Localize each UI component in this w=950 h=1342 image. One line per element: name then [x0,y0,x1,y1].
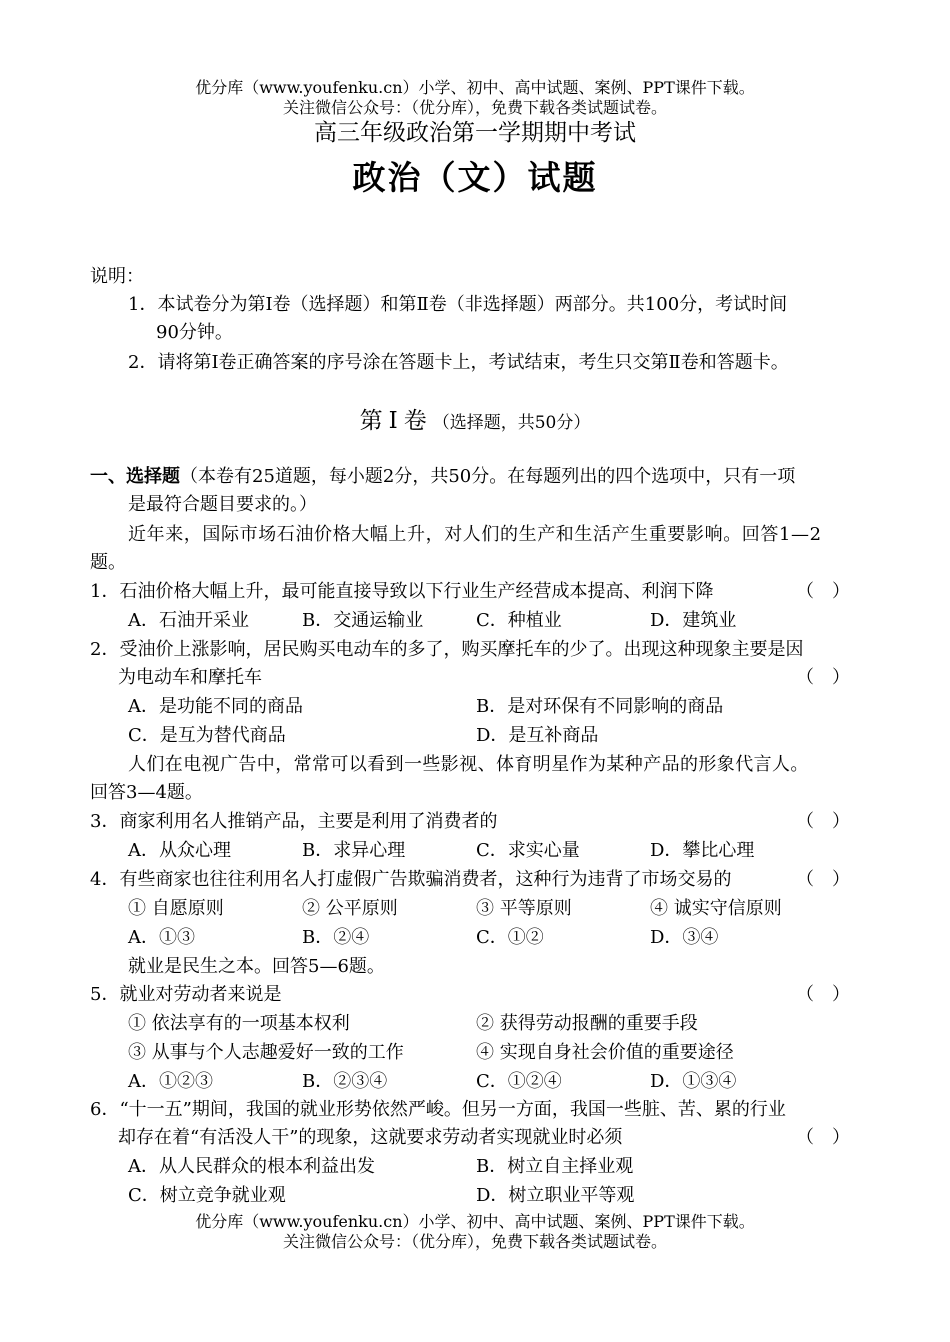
context-3: 就业是民生之本。回答5—6题。 [128,956,385,977]
footer-line-2: 关注微信公众号：（优分库），免费下载各类试题试卷。 [282,1232,667,1251]
q2-option-d: D．是互补商品 [476,725,599,746]
q3-option-b: B．求异心理 [302,840,406,861]
part-one-intro [90,464,795,490]
q3-option-a: A．从众心理 [128,840,231,861]
q1-option-a: A．石油开采业 [128,610,249,631]
header-line-1: 优分库（www.youfenku.cn）小学、初中、高中试题、案例、PPT课件下载。 [195,78,755,97]
q6-option-c: C．树立竞争就业观 [128,1185,286,1206]
q6-option-b: B．树立自主择业观 [476,1156,634,1177]
question-5-stem: 5．就业对劳动者来说是 [90,984,282,1005]
section-note: （选择题，共50分） [432,413,591,433]
question-1-answer-blank: （ ） [796,581,850,602]
q5-option-d: D．①③④ [650,1071,737,1092]
q1-option-d: D．建筑业 [650,610,737,631]
context-1-cont: 题。 [90,552,126,573]
exam-title: 高三年级政治第一学期期中考试 [314,120,636,146]
q4-option-b: B．②④ [302,927,370,948]
q5-option-b: B．②③④ [302,1071,388,1092]
question-2-stem: 2．受油价上涨影响，居民购买电动车的多了，购买摩托车的少了。出现这种现象主要是因 [90,639,804,660]
question-3-stem: 3．商家利用名人推销产品，主要是利用了消费者的 [90,811,498,832]
part-one-desc: （本卷有25道题，每小题2分，共50分。在每题列出的四个选项中，只有一项 [180,466,796,487]
q5-item-1: ① 依法享有的一项基本权利 [128,1013,350,1034]
context-1: 近年来，国际市场石油价格大幅上升，对人们的生产和生活产生重要影响。回答1—2 [128,524,822,545]
header-line-2: 关注微信公众号：（优分库），免费下载各类试题试卷。 [282,98,667,117]
q3-option-d: D．攀比心理 [650,840,755,861]
q5-item-2: ② 获得劳动报酬的重要手段 [476,1013,698,1034]
q3-option-c: C．求实心量 [476,840,580,861]
question-6-stem-cont: 却存在着“有活没人干”的现象，这就要求劳动者实现就业时必须 [118,1127,623,1148]
section-header [0,406,950,438]
q5-option-c: C．①②④ [476,1071,562,1092]
context-2-cont: 回答3—4题。 [90,782,203,803]
q5-option-a: A．①②③ [128,1071,213,1092]
question-4-stem: 4．有些商家也往往利用名人打虚假广告欺骗消费者，这种行为违背了市场交易的 [90,869,732,890]
q4-item-2: ② 公平原则 [302,898,398,919]
q5-item-4: ④ 实现自身社会价值的重要途径 [476,1042,734,1063]
question-6-answer-blank: （ ） [796,1127,850,1148]
part-one-label: 一、选择题 [90,466,180,487]
q6-option-d: D．树立职业平等观 [476,1185,635,1206]
q2-option-a: A．是功能不同的商品 [128,696,303,717]
question-1-stem: 1．石油价格大幅上升，最可能直接导致以下行业生产经营成本提高、利润下降 [90,581,714,602]
q4-option-d: D．③④ [650,927,719,948]
instruction-1-cont: 90分钟。 [156,322,233,343]
q2-option-b: B．是对环保有不同影响的商品 [476,696,724,717]
part-one-desc-cont: 是最符合题目要求的。） [128,494,317,515]
q2-option-c: C．是互为替代商品 [128,725,286,746]
question-3-answer-blank: （ ） [796,811,850,832]
footer-line-1: 优分库（www.youfenku.cn）小学、初中、高中试题、案例、PPT课件下载。 [195,1212,755,1231]
q6-option-a: A．从人民群众的根本利益出发 [128,1156,375,1177]
question-2-answer-blank: （ ） [796,667,850,688]
q4-item-1: ① 自愿原则 [128,898,224,919]
q4-item-4: ④ 诚实守信原则 [650,898,782,919]
q1-option-b: B．交通运输业 [302,610,424,631]
exam-subtitle: 政治（文）试题 [352,158,598,197]
question-5-answer-blank: （ ） [796,984,850,1005]
question-2-stem-cont: 为电动车和摩托车 [118,667,262,688]
instruction-2: 2．请将第Ⅰ卷正确答案的序号涂在答题卡上，考试结束，考生只交第Ⅱ卷和答题卡。 [128,352,789,373]
instructions-label: 说明： [90,266,144,287]
section-title: 第Ⅰ卷 [359,408,433,434]
instruction-1: 1．本试卷分为第Ⅰ卷（选择题）和第Ⅱ卷（非选择题）两部分。共100分，考试时间 [128,294,788,315]
context-2: 人们在电视广告中，常常可以看到一些影视、体育明星作为某种产品的形象代言人。 [128,754,809,775]
question-6-stem: 6．“十一五”期间，我国的就业形势依然严峻。但另一方面，我国一些脏、苦、累的行业 [90,1099,786,1120]
q4-option-c: C．①② [476,927,544,948]
q1-option-c: C．种植业 [476,610,562,631]
q4-option-a: A．①③ [128,927,195,948]
q4-item-3: ③ 平等原则 [476,898,572,919]
question-4-answer-blank: （ ） [796,869,850,890]
q5-item-3: ③ 从事与个人志趣爱好一致的工作 [128,1042,404,1063]
